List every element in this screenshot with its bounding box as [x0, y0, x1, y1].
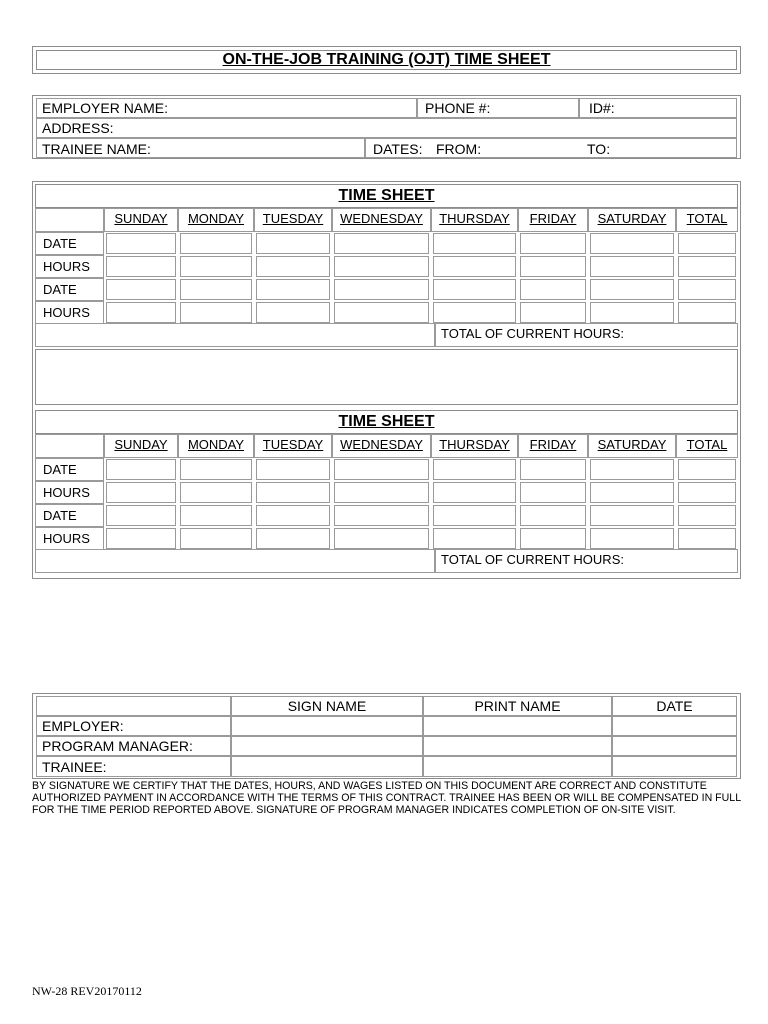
entry-field[interactable] [678, 279, 736, 300]
timesheet-title: TIME SHEET [338, 413, 435, 430]
entry-field[interactable] [520, 233, 586, 254]
entry-field[interactable] [106, 302, 176, 323]
day-header: MONDAY [187, 211, 245, 226]
title-box [32, 46, 741, 74]
day-header: SATURDAY [597, 211, 667, 226]
to-label: TO: [587, 141, 611, 157]
entry-field[interactable] [180, 505, 252, 526]
entry-field[interactable] [106, 482, 176, 503]
entry-field[interactable] [106, 459, 176, 480]
trainee-name-label: TRAINEE NAME: [42, 141, 151, 157]
entry-field[interactable] [433, 302, 516, 323]
entry-field[interactable] [678, 459, 736, 480]
entry-field[interactable] [520, 459, 586, 480]
entry-field[interactable] [590, 233, 674, 254]
entry-field[interactable] [180, 528, 252, 549]
program-manager-sig-label: PROGRAM MANAGER: [42, 738, 193, 754]
dates-label: DATES: [373, 141, 423, 157]
day-header: WEDNESDAY [340, 211, 423, 226]
employer-print-field[interactable] [423, 716, 612, 736]
entry-field[interactable] [334, 528, 429, 549]
entry-field[interactable] [106, 233, 176, 254]
entry-field[interactable] [256, 279, 330, 300]
entry-field[interactable] [590, 459, 674, 480]
entry-field[interactable] [106, 279, 176, 300]
entry-field[interactable] [520, 528, 586, 549]
page-title: ON-THE-JOB TRAINING (OJT) TIME SHEET [222, 51, 551, 68]
entry-field[interactable] [334, 256, 429, 277]
day-header: TUESDAY [262, 211, 324, 226]
timesheet-gap-box [35, 349, 738, 405]
entry-field[interactable] [256, 459, 330, 480]
entry-field[interactable] [334, 459, 429, 480]
entry-field[interactable] [520, 505, 586, 526]
entry-field[interactable] [256, 256, 330, 277]
entry-field[interactable] [433, 233, 516, 254]
certification-statement: BY SIGNATURE WE CERTIFY THAT THE DATES, HOURS, AND WAGES LISTED ON THIS DOCUMENT ARE CORRECT AND CONSTITUTE AUTHORIZED PAYMENT IN ACCORDANCE WITH THE TERMS OF THIS CONTRACT. TRAINEE HAS BEEN OR WILL BE COMPENSATED IN FULL FOR THE TIME PERIOD REPORTED ABOVE. SIGNATURE OF PROGRAM MANAGER INDICATES COMPLETION OF ON-SITE VISIT. [32, 780, 741, 817]
entry-field[interactable] [256, 505, 330, 526]
row-label: DATE [43, 508, 77, 523]
entry-field[interactable] [106, 256, 176, 277]
employer-name-label: EMPLOYER NAME: [42, 100, 169, 116]
header-corner-cell [35, 208, 104, 232]
entry-field[interactable] [520, 256, 586, 277]
row-label: DATE [43, 462, 77, 477]
entry-field[interactable] [334, 233, 429, 254]
entry-field[interactable] [433, 279, 516, 300]
day-header: SATURDAY [597, 437, 667, 452]
entry-field[interactable] [678, 233, 736, 254]
entry-field[interactable] [520, 302, 586, 323]
entry-field[interactable] [433, 528, 516, 549]
timesheet-title: TIME SHEET [338, 187, 435, 204]
timesheet-2 [35, 410, 738, 574]
row-label: HOURS [43, 305, 90, 320]
print-name-header: PRINT NAME [474, 698, 561, 714]
entry-field[interactable] [256, 528, 330, 549]
entry-field[interactable] [334, 279, 429, 300]
row-label: HOURS [43, 259, 90, 274]
total-spacer-cell [35, 323, 435, 347]
total-spacer-cell [35, 549, 435, 573]
trainee-sign-field[interactable] [231, 756, 423, 777]
entry-field[interactable] [180, 459, 252, 480]
day-header: FRIDAY [529, 437, 577, 452]
program-manager-print-field[interactable] [423, 736, 612, 756]
entry-field[interactable] [678, 482, 736, 503]
entry-field[interactable] [678, 528, 736, 549]
phone-label: PHONE #: [425, 100, 491, 116]
row-label: DATE [43, 282, 77, 297]
employer-info-block [32, 95, 741, 159]
trainee-sig-label: TRAINEE: [42, 759, 107, 775]
day-header: SUNDAY [114, 211, 168, 226]
signature-label-header-cell [36, 696, 231, 716]
entry-field[interactable] [678, 256, 736, 277]
day-header: TOTAL [686, 437, 728, 452]
address-label: ADDRESS: [42, 120, 114, 136]
entry-field[interactable] [256, 233, 330, 254]
entry-field[interactable] [256, 302, 330, 323]
entry-field[interactable] [180, 233, 252, 254]
timesheet-grid [35, 208, 738, 324]
program-manager-date-field[interactable] [612, 736, 737, 756]
timesheet-1 [35, 184, 738, 348]
day-header: TOTAL [686, 211, 728, 226]
entry-field[interactable] [433, 505, 516, 526]
entry-field[interactable] [180, 302, 252, 323]
row-label: HOURS [43, 485, 90, 500]
entry-field[interactable] [433, 459, 516, 480]
entry-field[interactable] [520, 482, 586, 503]
entry-field[interactable] [590, 482, 674, 503]
entry-field[interactable] [180, 482, 252, 503]
day-header: THURSDAY [439, 437, 510, 452]
employer-date-field[interactable] [612, 716, 737, 736]
program-manager-sign-field[interactable] [231, 736, 423, 756]
signature-block [32, 693, 741, 779]
entry-field[interactable] [433, 482, 516, 503]
day-header: WEDNESDAY [340, 437, 423, 452]
trainee-print-field[interactable] [423, 756, 612, 777]
entry-field[interactable] [106, 528, 176, 549]
entry-field[interactable] [433, 256, 516, 277]
timesheet-grid [35, 434, 738, 550]
total-hours-label: TOTAL OF CURRENT HOURS: [441, 326, 624, 341]
header-corner-cell [35, 434, 104, 458]
entry-field[interactable] [590, 528, 674, 549]
entry-field[interactable] [256, 482, 330, 503]
entry-field[interactable] [678, 505, 736, 526]
day-header: THURSDAY [439, 211, 510, 226]
form-code: NW-28 REV20170112 [32, 984, 142, 998]
entry-field[interactable] [590, 505, 674, 526]
employer-sig-label: EMPLOYER: [42, 718, 124, 734]
entry-field[interactable] [520, 279, 586, 300]
id-label: ID#: [589, 100, 615, 116]
entry-field[interactable] [590, 279, 674, 300]
employer-sign-field[interactable] [231, 716, 423, 736]
entry-field[interactable] [334, 482, 429, 503]
entry-field[interactable] [334, 302, 429, 323]
day-header: TUESDAY [262, 437, 324, 452]
entry-field[interactable] [106, 505, 176, 526]
row-label: DATE [43, 236, 77, 251]
total-hours-label: TOTAL OF CURRENT HOURS: [441, 552, 624, 567]
trainee-date-field[interactable] [612, 756, 737, 777]
entry-field[interactable] [590, 302, 674, 323]
address-field[interactable] [36, 118, 737, 138]
day-header: FRIDAY [529, 211, 577, 226]
entry-field[interactable] [180, 279, 252, 300]
entry-field[interactable] [590, 256, 674, 277]
date-header: DATE [656, 698, 693, 714]
entry-field[interactable] [334, 505, 429, 526]
entry-field[interactable] [180, 256, 252, 277]
day-header: SUNDAY [114, 437, 168, 452]
from-label: FROM: [436, 141, 482, 157]
day-header: MONDAY [187, 437, 245, 452]
row-label: HOURS [43, 531, 90, 546]
sign-name-header: SIGN NAME [287, 698, 367, 714]
entry-field[interactable] [678, 302, 736, 323]
